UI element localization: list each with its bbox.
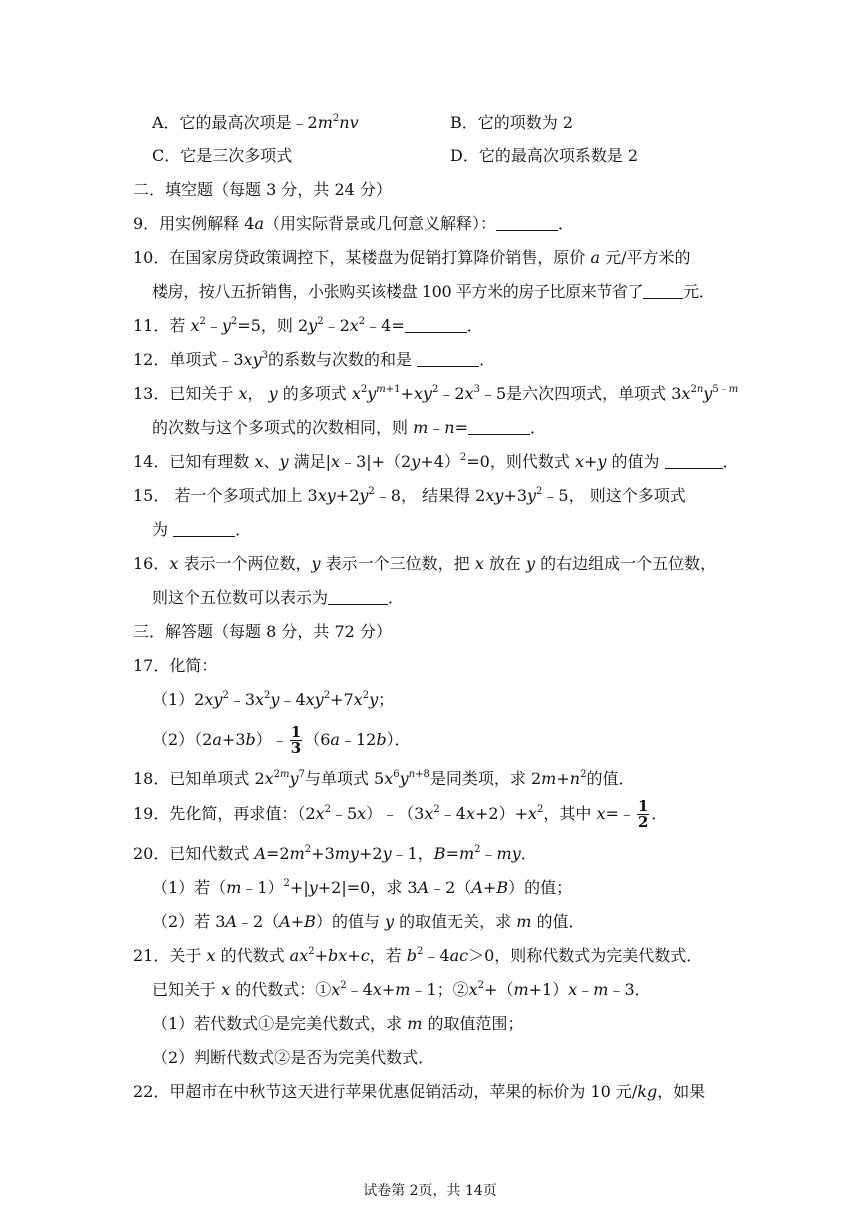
option-a: A．它的最高次项是$﹣2m^2nv$ xyxy=(152,113,359,132)
answer-blank[interactable] xyxy=(173,521,235,537)
question-9: 9．用实例解释 4a（用实际背景或几何意义解释）： ． xyxy=(133,214,575,233)
question-13-line2: 的次数与这个多项式的次数相同，则 m﹣n= ． xyxy=(152,418,547,437)
question-20: 20．已知代数式 $A=2m^2+3my+2y﹣1$，$B=m^2﹣my$． xyxy=(133,844,537,863)
question-15: 15． 若一个多项式加上 $3xy+2y^2﹣8$， 结果得 $2xy+3y^2﹣5$， 则这个多项式 xyxy=(133,486,686,505)
answer-blank[interactable] xyxy=(468,419,530,435)
section-2-title: 二．填空题（每题 3 分，共 24 分） xyxy=(133,180,392,199)
question-21: 21．关于 x 的代数式 $ax^2+bx+c$，若 $b^2﹣4ac>0$，则称代数式为完美代数式． xyxy=(133,946,703,965)
answer-blank[interactable] xyxy=(328,589,388,605)
option-d: D．它的最高次项系数是 2 xyxy=(450,146,639,165)
question-19: 19．先化简，再求值：$(2x^2﹣5x)﹣(3x^2﹣4x+2)+x^2$，其中 x=﹣ $\frac{1}{2}$ ． xyxy=(133,797,668,831)
question-10: 10．在国家房贷政策调控下，某楼盘为促销打算降价销售，原价 a 元/平方米的 xyxy=(133,248,691,267)
question-17-part2: （2）（2a+3b）﹣ $\frac{1}{3}$ （6a﹣12b）． xyxy=(152,723,411,757)
question-18: 18．已知单项式 $2x^{2m}y^7$与单项式 $5x^6y^{n+8}$是同类项，求 $2m+n^2$的值． xyxy=(133,769,635,788)
fraction: $\frac{1}{3}$ xyxy=(290,723,302,757)
answer-blank[interactable] xyxy=(643,283,683,299)
question-22: 22．甲超市在中秋节这天进行苹果优惠促销活动，苹果的标价为 10 元/kg，如果 xyxy=(133,1082,706,1101)
option-c: C．它是三次多项式 xyxy=(152,146,293,165)
question-14: 14．已知有理数 x、y 满足$|x﹣3|+(2y+4)^2=0$，则代数式 x+y 的值为 ． xyxy=(133,452,739,471)
option-b: B．它的项数为 2 xyxy=(450,113,574,132)
question-13: 13．已知关于 x， y 的多项式 $x^2y^{m+1}+xy^2﹣2x^3﹣5$是六次四项式，单项式 $3x^{2n}y^{5﹣m}$ xyxy=(133,384,739,403)
question-17-part1: $(1)2xy^2﹣3x^2y﹣4xy^2+7x^2y$； xyxy=(152,690,395,709)
question-10-line2: 楼房，按八五折销售，小张购买该楼盘 100 平方米的房子比原来节省了 元． xyxy=(152,282,715,301)
section-3-title: 三．解答题（每题 8 分，共 72 分） xyxy=(133,622,392,641)
question-16-line2: 则这个五位数可以表示为 ． xyxy=(152,588,405,607)
question-20-part2: （2）若 3A﹣2（A+B）的值与 y 的取值无关，求 m 的值． xyxy=(152,912,585,931)
question-11: 11．若 $x^2﹣y^2=5$，则 $2y^2﹣2x^2﹣4=$ ． xyxy=(133,316,483,335)
question-15-line2: 为 ． xyxy=(152,520,252,539)
question-21-line2: 已知关于 x 的代数式：$①x^2﹣4x+m﹣1$；$②x^2+(m+1)x﹣m﹣3$． xyxy=(152,980,651,999)
question-21-part2: （2）判断代数式②是否为完美代数式． xyxy=(152,1048,435,1067)
answer-blank[interactable] xyxy=(665,453,723,469)
answer-blank[interactable] xyxy=(417,351,479,367)
question-17: 17．化简： xyxy=(133,656,218,675)
fraction: $\frac{1}{2}$ xyxy=(637,797,649,831)
question-16: 16．x 表示一个两位数，y 表示一个三位数，把 x 放在 y 的右边组成一个五位数， xyxy=(133,554,717,573)
question-21-part1: （1）若代数式①是完美代数式，求 m 的取值范围； xyxy=(152,1014,524,1033)
answer-blank[interactable] xyxy=(496,215,558,231)
question-20-part1: （1）若（m﹣1）$^2$+|y+2|=0，求 3A﹣2（A+B）的值； xyxy=(152,878,573,897)
answer-blank[interactable] xyxy=(405,317,467,333)
page-footer: 试卷第 2页，共 14页 xyxy=(363,1183,497,1199)
question-12: 12．单项式$﹣3xy^3$的系数与次数的和是 ． xyxy=(133,350,496,369)
